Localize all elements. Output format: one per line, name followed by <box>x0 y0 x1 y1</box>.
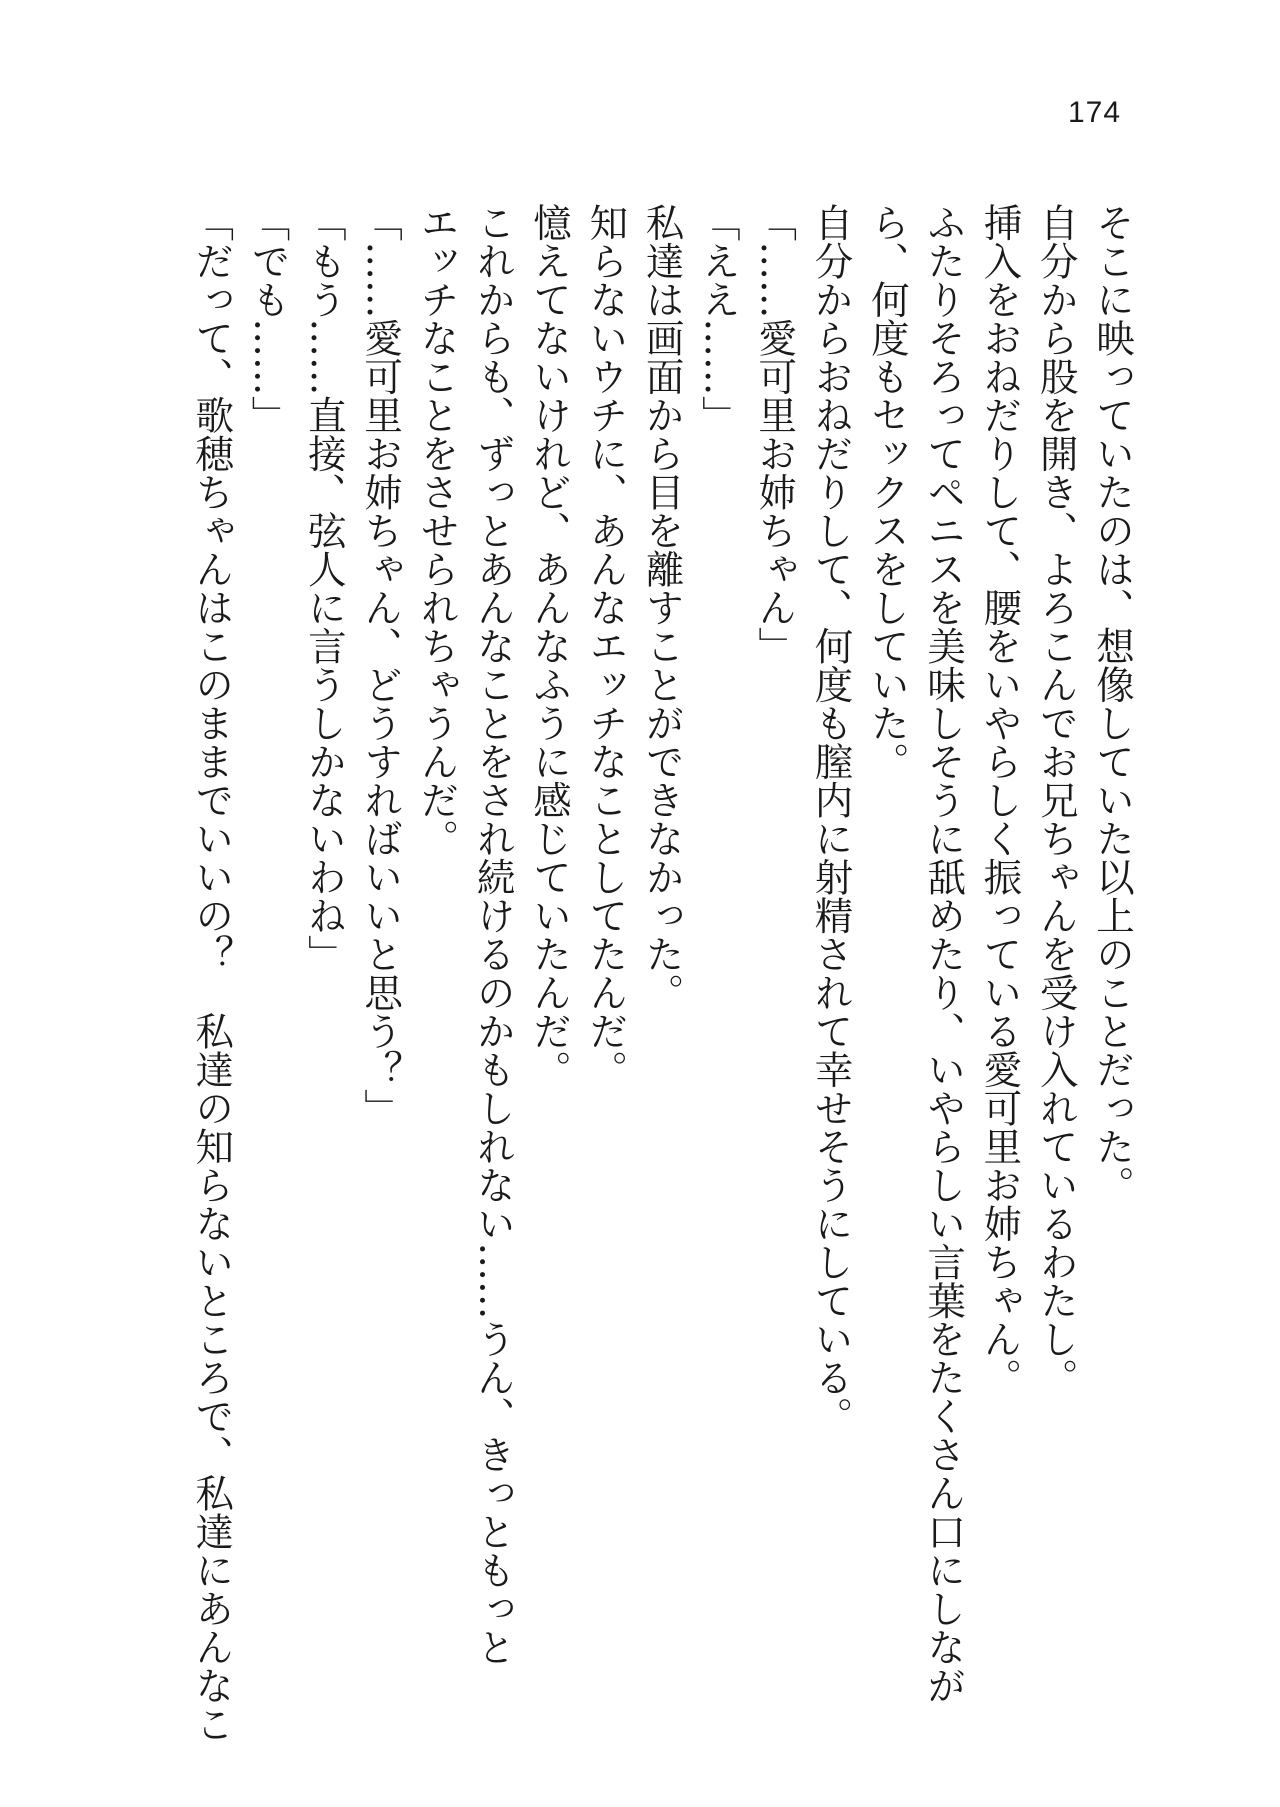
vertical-text-body <box>183 203 1140 1763</box>
text-line: 自分から股を開き、よろこんでお兄ちゃんを受け入れているわたし。 <box>1033 203 1079 1397</box>
dialogue-line: 「……愛可里お姉ちゃん」 <box>752 203 798 665</box>
text-line: ふたりそろってペニスを美味しそうに舐めたり、いやらしい言葉をたくさん口にしなが <box>921 203 967 1705</box>
text-line: 挿入をおねだりして、腰をいやらしく振っている愛可里お姉ちゃん。 <box>977 203 1023 1397</box>
text-line: 知らないウチに、あんなエッチなことしてたんだ。 <box>583 203 629 1089</box>
dialogue-line: 「だって、歌穂ちゃんはこのままでいいの？ 私達の知らないところで、私達にあんなこ <box>189 203 235 1743</box>
dialogue-line: 「もう……直接、弦人に言うしかないわね」 <box>301 203 347 973</box>
text-line: ら、何度もセックスをしていた。 <box>864 203 910 781</box>
text-line: これからも、ずっとあんなことをされ続けるのかもしれない……うん、きっともっと <box>470 203 516 1666</box>
text-line: 私達は画面から目を離すことができなかった。 <box>639 203 685 1012</box>
page-number: 174 <box>1068 96 1122 129</box>
text-line: 憶えてないけれど、あんなふうに感じていたんだ。 <box>527 203 573 1089</box>
dialogue-line: 「……愛可里お姉ちゃん、どうすればいいと思う？」 <box>358 203 404 1127</box>
text-line: そこに映っていたのは、想像していた以上のことだった。 <box>1090 203 1135 1204</box>
dialogue-line: 「でも……」 <box>245 203 291 434</box>
text-line: 自分からおねだりして、何度も膣内に射精されて幸せそうにしている。 <box>808 203 854 1435</box>
dialogue-line: 「ええ……」 <box>695 203 741 434</box>
text-line: エッチなことをさせられちゃうんだ。 <box>414 203 460 858</box>
